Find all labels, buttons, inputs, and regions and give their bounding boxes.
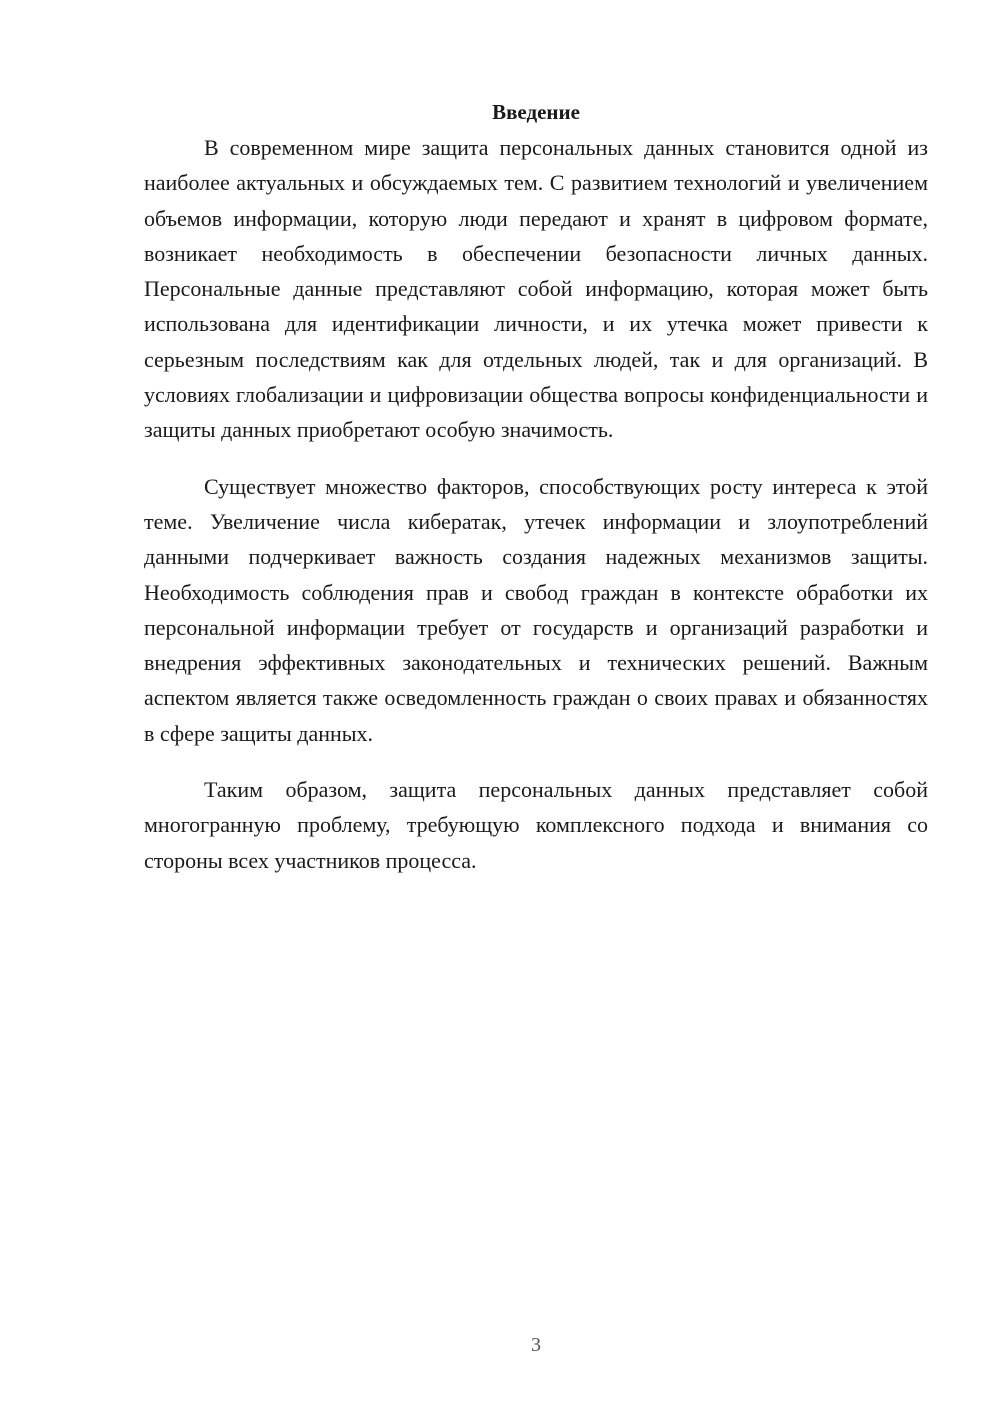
paragraph-2: Существует множество факторов, способствующих росту интереса к этой теме. Увеличение числа кибератак, утечек информации и злоупотреблений данными подчеркивает важность создания надежных механизмов защиты. Необходимость соблюдения прав и свобод граждан в контексте обработки их персональной информации требует от государств и организаций разработки и внедрения эффективных законодательных и технических решений. Важным аспектом является также осведомленность граждан о своих правах и обязанностях в сфере защиты данных.	[144, 473, 928, 746]
paragraph-1: В современном мире защита персональных данных становится одной из наиболее актуальных и обсуждаемых тем. С развитием технологий и увеличением объемов информации, которую люди передают и хранят в цифровом формате, возникает необходимость в обеспечении безопасности личных данных. Персональные данные представляют собой информацию, которая может быть использована для идентификации личности, и их утечка может привести к серьезным последствиям как для отдельных людей, так и для организаций. В условиях глобализации и цифровизации общества вопросы конфиденциальности и защиты данных приобретают особую значимость.	[144, 135, 928, 443]
paragraph-3: Таким образом, защита персональных данных представляет собой многогранную проблему, требующую комплексного подхода и внимания со стороны всех участников процесса.	[144, 777, 928, 873]
section-title: Введение	[492, 100, 580, 124]
page-number: 3	[531, 1334, 541, 1356]
page-content	[144, 95, 928, 878]
